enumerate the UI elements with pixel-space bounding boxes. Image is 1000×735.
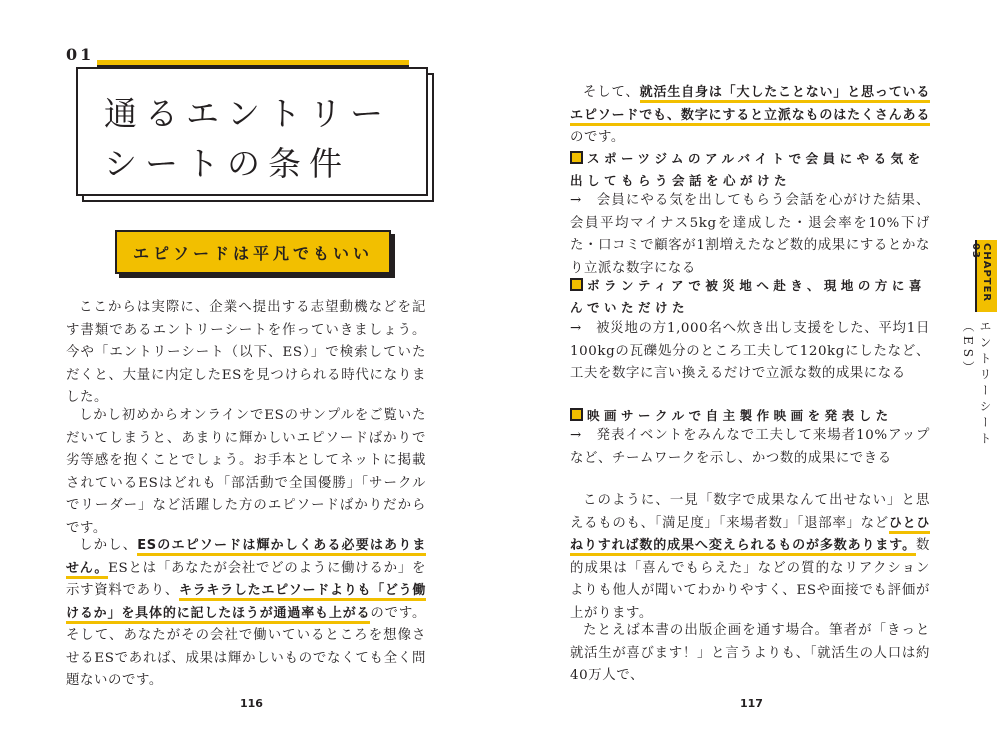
page-number-right: 117 [740,697,763,710]
bullet-body-2: → 被災地の方1,000名へ炊き出し支援をした、平均1日100kgの瓦礫処分のところ工夫して120kgにしたなど、工夫を数字に言い換えるだけで立派な数的成果になる [570,321,930,381]
bullet-square-icon [570,151,583,164]
page-number-left: 116 [240,697,263,710]
section-heading-box [115,230,391,274]
right-p2-highlight: ひとひねりすれば数的成果へ変えられるものが多数あります。 [570,516,930,557]
bullet-heading-2 [570,275,930,319]
bullet-square-icon [570,278,583,291]
right-p1-text-b: のです。 [570,130,625,145]
bullet-body-3: → 発表イベントをみんなで工夫して来場者10%アップなど、チームワークを示し、かつ数的成果にできる [570,428,930,466]
page-title-line1: 通るエントリー [104,94,391,133]
left-p3-text-c: のです。そして、あなたがその会社で働いているところを想像させるESであれば、成果は輝かしいものでなくても全く問題ないのです。 [66,605,427,688]
left-p3-highlight-2: キラキラしたエピソードよりも「どう働けるか」を具体的に記したほうが通過率も上がる [66,583,426,624]
bullet-heading-1 [570,148,930,192]
bullet-heading-3 [570,405,930,427]
right-paragraph-3: たとえば本書の出版企画を通す場合。筆者が「きっと就活生が喜びます！」と言うよりも、「就活生の人口は約40万人で、 [570,623,930,683]
left-p3-text-a: しかし、 [79,538,138,553]
left-paragraph-2: しかし初めからオンラインでESのサンプルをご覧いただいてしまうと、あまりに輝かしいエピソードばかりで劣等感を抱くことでしょう。お手本としてネットに掲載されているESはどれも「部活動で全国優勝」「サークルでリーダー」など活躍した方のエピソードばかりだからです。 [66,408,426,536]
left-paragraph-1: ここからは実際に、企業へ提出する志望動機などを記す書類であるエントリーシートを作っていきましょう。今や「エントリーシート（以下、ES）」で検索していただくと、大量に内定したESを見つけられる時代になりました。 [66,300,426,405]
page-title-line2: シートの条件 [104,144,350,183]
chapter-number: 01 [66,45,95,64]
right-p1-highlight: 就活生自身は「大したことない」と思っているエピソードでも、数字にすると立派なものはたくさんある [570,85,930,126]
left-paragraph-3 [66,535,426,693]
right-p1-text-a: そして、 [583,85,640,100]
bullet-heading-3-text: 映画サークルで自主製作映画を発表した [587,408,893,423]
bullet-square-icon [570,408,583,421]
left-p3-text-b: ESとは「あなたが会社でどのように働けるか」を示す資料であり、 [66,560,426,598]
chapter-tab-label: CHAPTER 03 [970,243,992,303]
bullet-heading-1-text: スポーツジムのアルバイトで会員にやる気を出してもらう会話を心がけた [570,151,925,188]
section-heading: エピソードは平凡でもいい [132,243,373,263]
right-p2-text-b: 数的成果は「喜んでもらえた」などの質的なリアクションよりも他人が聞いてわかりやすく、ESや面接でも評価が上がります。 [570,538,930,621]
chapter-tab-subtitle: エントリーシート（ES） [961,320,992,448]
bullet-body-1: → 会員にやる気を出してもらう会話を心がけた結果、会員平均マイナス5kgを達成した・退会率を10%下げた・口コミで顧客が1割増えたなど数的成果にするとかなり立派な数字になる [570,193,930,276]
left-p3-highlight-1: ESのエピソードは輝かしくある必要はありません。 [66,538,426,579]
right-paragraph-2 [570,490,930,625]
right-paragraph-1 [570,82,930,150]
right-p2-text-a: このように、一見「数字で成果なんて出せない」と思えるものも、「満足度」「来場者数」「退部率」など [570,493,930,531]
bullet-heading-2-text: ボランティアで被災地へ赴き、現地の方に喜んでいただけた [570,278,926,315]
